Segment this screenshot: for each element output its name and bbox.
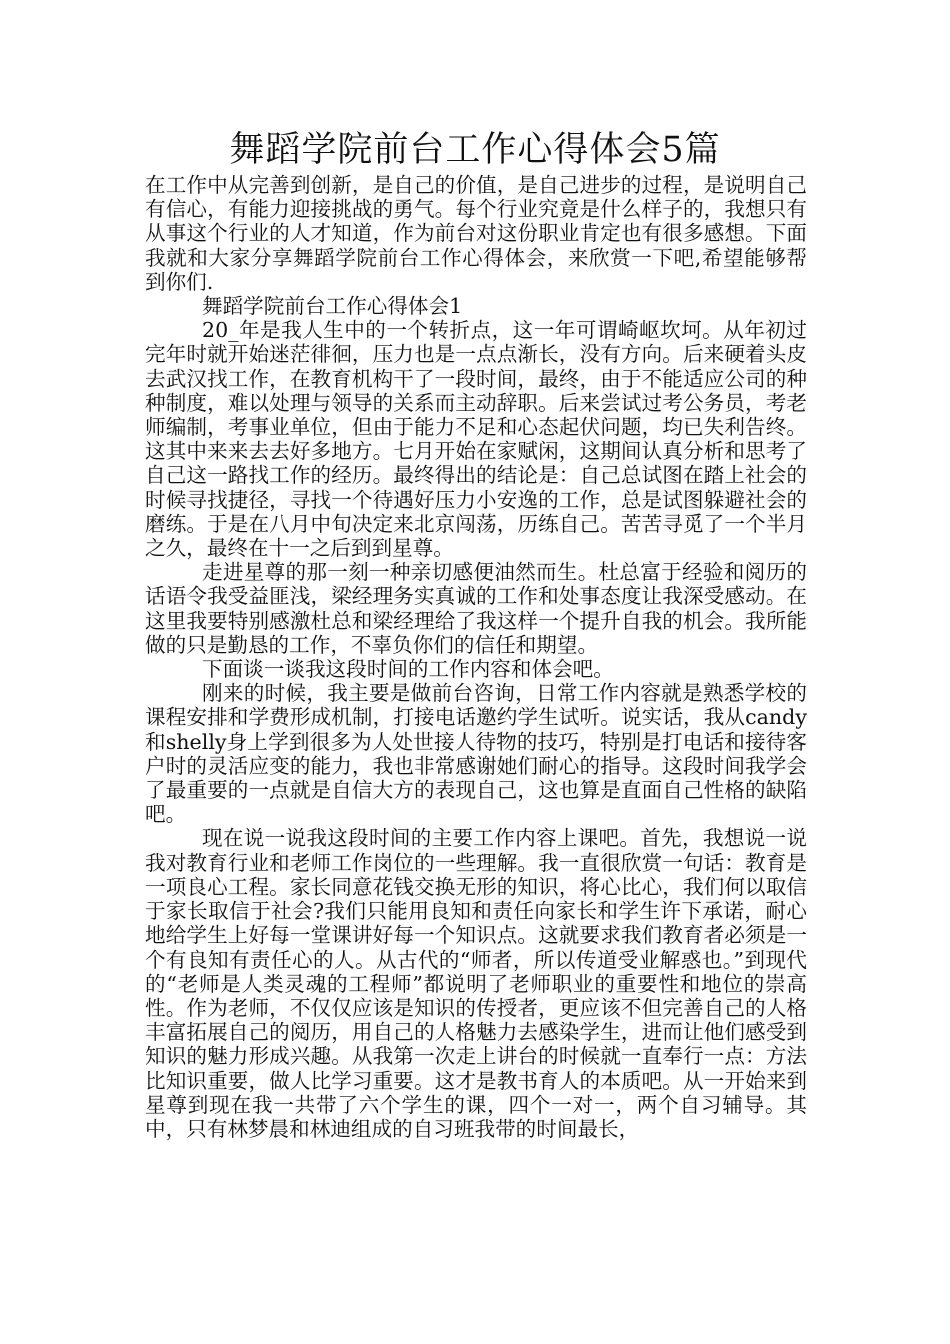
body-paragraph: 现在说一说我这段时间的主要工作内容上课吧。首先，我想说一说我对教育行业和老师工作岗位的一些理解。我一直很欣赏一句话：教育是一项良心工程。家长同意花钱交换无形的知识，将心比心，我们何以取信于家长取信于社会?我们只能用良知和责任向家长和学生许下承诺，耐心地给学生上好每一堂课讲好每一个知识点。这就要求我们教育者必须是一个有良知有责任心的人。从古代的“师者，所以传道受业解惑也。”到现代的“老师是人类灵魂的工程师”都说明了老师职业的重要性和地位的崇高性。作为老师，不仅仅应该是知识的传授者，更应该不但完善自己的人格丰富拓展自己的阅历，用自己的人格魅力去感染学生，进而让他们感受到知识的魅力形成兴趣。从我第一次走上讲台的时候就一直奉行一点：方法比知识重要，做人比学习重要。这才是教书育人的本质吧。从一开始来到星尊到现在我一共带了六个学生的课，四个一对一，两个自习辅导。其中，只有林梦晨和林迪组成的自习班我带的时间最长， — [145, 826, 807, 1141]
body-paragraph: 刚来的时候，我主要是做前台咨询，日常工作内容就是熟悉学校的课程安排和学费形成机制，打接电话邀约学生试听。说实话，我从candy和shelly身上学到很多为人处世接人待物的技巧，特别是打电话和接待客户时的灵活应变的能力，我也非常感谢她们耐心的指导。这段时间我学会了最重要的一点就是自信大方的表现自己，这也算是直面自己性格的缺陷吧。 — [145, 681, 807, 827]
body-paragraph: 下面谈一谈我这段时间的工作内容和体会吧。 — [202, 657, 614, 682]
body-paragraph: 20_年是我人生中的一个转折点，这一年可谓崎岖坎坷。从年初过完年时就开始迷茫徘徊，压力也是一点点渐长，没有方向。后来硬着头皮去武汉找工作，在教育机构干了一段时间，最终，由于不能适应公司的种种制度，难以处理与领导的关系而主动辞职。后来尝试过考公务员，考老师编制，考事业单位，但由于能力不足和心态起伏问题，均已失利告终。这其中来来去去好多地方。七月开始在家赋闲，这期间认真分析和思考了自己这一路找工作的经历。最终得出的结论是：自己总试图在踏上社会的时候寻找捷径，寻找一个待遇好压力小安逸的工作，总是试图躲避社会的磨练。于是在八月中旬决定来北京闯荡，历练自己。苦苦寻觅了一个半月之久，最终在十一之后到到星尊。 — [145, 318, 807, 561]
section-heading-1: 舞蹈学院前台工作心得体会1 — [202, 294, 463, 319]
body-paragraph: 走进星尊的那一刻一种亲切感便油然而生。杜总富于经验和阅历的话语令我受益匪浅，梁经理务实真诚的工作和处事态度让我深受感动。在这里我要特别感激杜总和梁经理给了我这样一个提升自我的机会。我所能做的只是勤恳的工作，不辜负你们的信任和期望。 — [145, 560, 807, 657]
document-body — [145, 173, 807, 1141]
document-title: 舞蹈学院前台工作心得体会5篇 — [229, 130, 721, 170]
intro-paragraph: 在工作中从完善到创新，是自己的价值，是自己进步的过程，是说明自己有信心，有能力迎接挑战的勇气。每个行业究竟是什么样子的，我想只有从事这个行业的人才知道，作为前台对这份职业肯定也有很多感想。下面我就和大家分享舞蹈学院前台工作心得体会，来欣赏一下吧,希望能够帮到你们. — [145, 173, 807, 294]
